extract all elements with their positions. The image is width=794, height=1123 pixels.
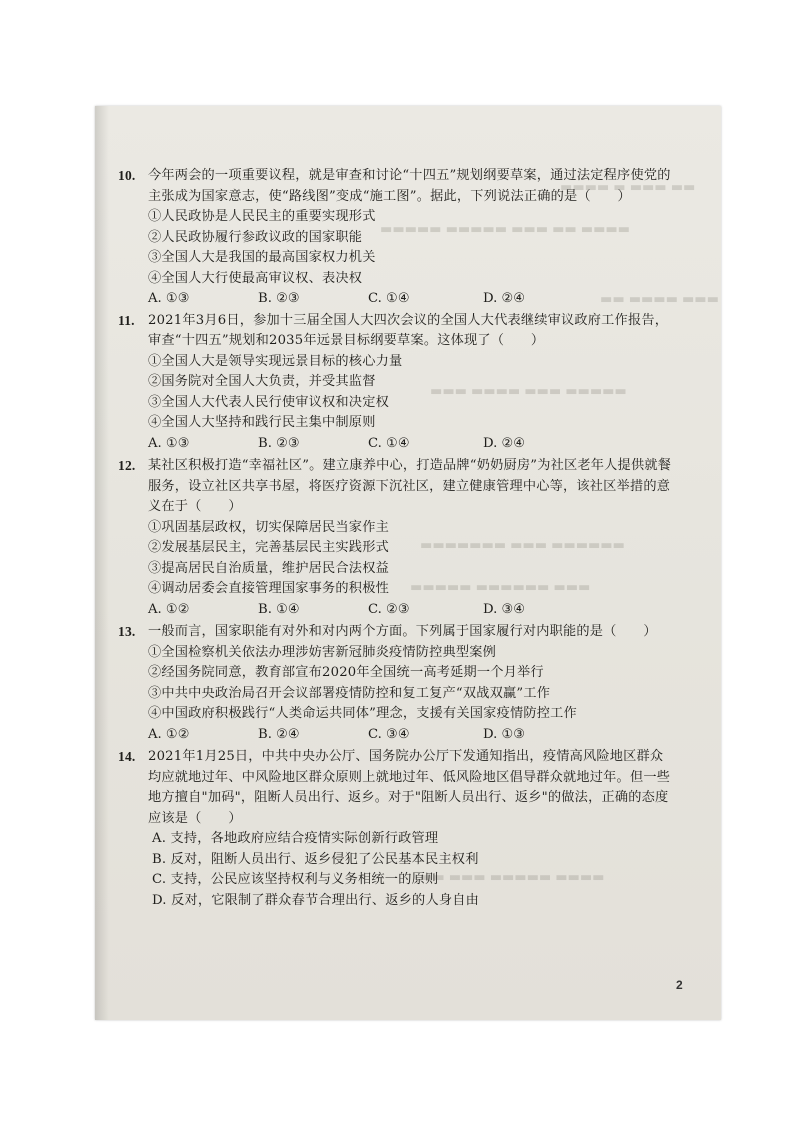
option-c: C. 支持，公民应该坚持权利与义务相统一的原则 <box>152 872 439 887</box>
page-number: 2 <box>676 978 683 992</box>
statement-4: ④全国人大行使最高审议权、表决权 <box>148 270 363 286</box>
choice-d: D. ①③ <box>483 726 526 742</box>
choice-b: B. ②③ <box>258 435 300 451</box>
question-stem-text: 一般而言，国家职能有对外和对内两个方面。下列属于国家履行对内职能的是（ ） <box>148 624 657 639</box>
show-through-texture: ▬▬▬▬ ▬▬▬▬▬ ▬▬▬ ▬▬ <box>420 870 605 885</box>
choice-a: A. ①② <box>148 726 190 742</box>
statement-1: ①巩固基层政权，切实保障居民当家作主 <box>148 519 389 535</box>
statement-4: ④调动居委会直接管理国家事务的积极性 <box>148 581 389 596</box>
question-10 <box>118 166 678 310</box>
choice-b: B. ②③ <box>258 291 300 306</box>
show-through-texture: ▬▬▬ ▬▬▬▬▬▬ ▬▬▬▬▬ <box>410 580 591 595</box>
answer-choices <box>118 289 678 310</box>
question-number: 12. <box>118 458 136 473</box>
statement-3: ③全国人大是我国的最高国家权力机关 <box>148 250 376 265</box>
question-number: 13. <box>118 624 136 639</box>
statement-2: ②经国务院同意，教育部宣布2020年全国统一高考延期一个月举行 <box>148 665 544 680</box>
statement-3: ③中共中央政治局召开会议部署疫情防控和复工复产“双战双赢”工作 <box>148 685 551 701</box>
statement-4: ④中国政府积极践行“人类命运共同体”理念，支援有关国家疫情防控工作 <box>148 706 577 721</box>
question-stem-line <box>118 747 678 768</box>
answer-choices <box>118 725 678 746</box>
question-stem-line <box>118 311 678 332</box>
answer-choices <box>118 434 678 455</box>
question-stem-line: 地方擅自"加码"，阻断人员出行、返乡。对于"阻断人员出行、返乡"的做法，正确的态度 <box>148 790 669 805</box>
question-stem-line: 义在于（ ） <box>148 499 242 514</box>
statement-1: ①全国人大是领导实现远景目标的核心力量 <box>148 353 403 369</box>
option-b: B. 反对，阻断人员出行、返乡侵犯了公民基本民主权利 <box>152 851 479 867</box>
question-stem-text: 今年两会的一项重要议程，就是审查和讨论“十四五”规划纲要草案，通过法定程序使党的 <box>148 168 671 183</box>
show-through-texture: ▬▬▬▬▬ ▬▬▬ ▬▬▬▬ ▬▬▬ <box>430 384 627 399</box>
choice-a: A. ①③ <box>148 291 190 306</box>
question-stem-line <box>118 622 678 643</box>
question-number: 11. <box>118 312 135 328</box>
show-through-texture: ▬▬▬ ▬▬▬▬ ▬▬ <box>600 292 719 307</box>
question-stem-line <box>118 166 678 187</box>
question-stem-text: 2021年3月6日，参加十三届全国人大四次会议的全国人大代表继续审议政府工作报告， <box>148 312 669 328</box>
choice-a: A. ①② <box>148 601 190 617</box>
question-stem-text: 某社区积极打造“幸福社区”。建立康养中心，打造品牌“奶奶厨房”为社区老年人提供就餐 <box>148 458 672 473</box>
statement-1: ①全国检察机关依法办理涉妨害新冠肺炎疫情防控典型案例 <box>148 644 497 660</box>
choice-c: C. ③④ <box>368 726 410 742</box>
choice-d: D. ②④ <box>483 435 526 451</box>
question-14 <box>118 747 678 911</box>
choice-a: A. ①③ <box>148 435 190 451</box>
answer-choices <box>118 600 678 621</box>
statement-3: ③全国人大代表人民行使审议权和决定权 <box>148 394 389 410</box>
question-13 <box>118 622 678 745</box>
statement-2: ②国务院对全国人大负责，并受其监督 <box>148 374 376 389</box>
choice-c: C. ①④ <box>368 291 410 306</box>
choice-d: D. ③④ <box>483 601 526 617</box>
question-12 <box>118 456 678 620</box>
question-stem-text: 2021年1月25日，中共中央办公厅、国务院办公厅下发通知指出，疫情高风险地区群众 <box>148 749 664 764</box>
question-number: 14. <box>118 749 136 764</box>
question-list <box>118 166 678 911</box>
question-stem-line: 应该是（ ） <box>148 810 242 826</box>
option-a: A. 支持，各地政府应结合疫情实际创新行政管理 <box>152 831 439 846</box>
statement-4: ④全国人大坚持和践行民主集中制原则 <box>148 415 376 430</box>
choice-c: C. ②③ <box>368 601 410 617</box>
choice-b: B. ②④ <box>258 726 300 742</box>
question-stem-line: 均应就地过年、中风险地区群众原则上就地过年、低风险地区倡导群众就地过年。但一些 <box>148 769 671 785</box>
show-through-texture: ▬▬▬▬▬▬ ▬▬▬ ▬▬▬▬▬▬▬ <box>420 538 625 553</box>
statement-1: ①人民政协是人民民主的重要实现形式 <box>148 209 376 224</box>
statement-2: ②发展基层民主，完善基层民主实践形式 <box>148 540 389 555</box>
question-stem-line: 主张成为国家意志，使“路线图”变成“施工图”。据此，下列说法正确的是（ ） <box>148 188 631 204</box>
question-stem-line: 服务，设立社区共享书屋，将医疗资源下沉社区，建立健康管理中心等，该社区举措的意 <box>148 478 671 494</box>
choice-d: D. ②④ <box>483 291 526 306</box>
question-11 <box>118 311 678 455</box>
statement-3: ③提高居民自治质量，维护居民合法权益 <box>148 560 389 576</box>
question-number: 10. <box>118 168 136 183</box>
show-through-texture: ▬▬ ▬▬▬ ▬ ▬▬▬▬ <box>560 180 696 195</box>
option-d: D. 反对，它限制了群众春节合理出行、返乡的人身自由 <box>152 892 479 908</box>
show-through-texture: ▬▬▬▬ ▬▬ ▬▬▬ ▬▬▬▬▬ ▬▬▬▬▬ <box>380 222 630 237</box>
question-stem-line: 审查“十四五”规划和2035年远景目标纲要草案。这体现了（ ） <box>148 333 545 348</box>
question-stem-line <box>118 456 678 477</box>
statement-2: ②人民政协履行参政议政的国家职能 <box>148 229 363 245</box>
paper-edge-shadow <box>95 106 109 1020</box>
choice-b: B. ①④ <box>258 601 300 617</box>
choice-c: C. ①④ <box>368 435 410 451</box>
